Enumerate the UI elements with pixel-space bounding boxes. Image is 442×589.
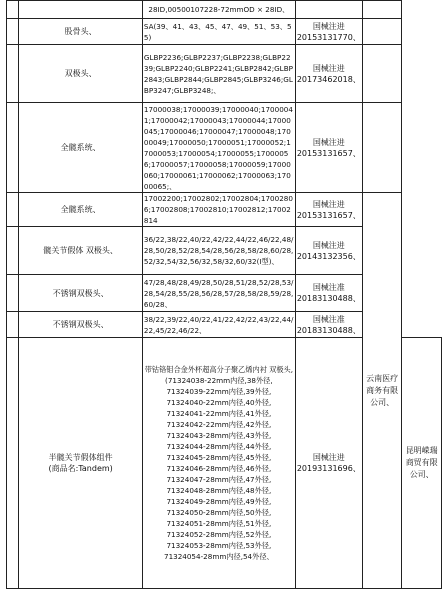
registration-number-cell: 国械注进 20153131770、 bbox=[295, 19, 362, 45]
product-name-cell: 股骨头、 bbox=[19, 19, 142, 45]
table-row bbox=[7, 45, 442, 103]
product-name-cell: 髋关节假体 双极头、 bbox=[19, 227, 142, 275]
registration-number-cell: 国械注进 20153131657、 bbox=[295, 193, 362, 227]
row-index-cell bbox=[7, 19, 19, 45]
row-index-cell bbox=[7, 275, 19, 312]
product-table bbox=[6, 0, 442, 589]
model-spec-cell: SA(39、41、43、45、47、49、51、53、55) bbox=[142, 19, 295, 45]
model-spec-cell: 36/22,38/22,40/22,42/22,44/22,46/22,48/28,50/28,52/28,54/28,56/28,58/28,60/28,52/32,54/32,56/32,58/32,60/32(I型)、 bbox=[142, 227, 295, 275]
model-spec-cell: 17000038;17000039;17000040;17000041;17000042;17000043;17000044;17000045;17000046;17000047;17000048;17000049;17000050;17000051;17000052;17000053;17000054;17000055;17000056;17000057;17000058;17000059;17000060;17000061;17000062;17000063;17000065;、 bbox=[142, 103, 295, 193]
company-cell-empty bbox=[362, 103, 402, 193]
row-index-cell bbox=[7, 312, 19, 338]
product-name-cell: 半髋关节假体组件 (商品名:Tandem) bbox=[19, 338, 142, 589]
product-name-cell: 不锈钢双极头、 bbox=[19, 312, 142, 338]
registration-number-cell bbox=[295, 1, 362, 19]
model-spec-cell: 47/28,48/28,49/28,50/28,51/28,52/28,53/28,54/28,55/28,56/28,57/28,58/28,59/28,60/28、 bbox=[142, 275, 295, 312]
row-index-cell bbox=[7, 338, 19, 589]
product-name-cell bbox=[19, 1, 142, 19]
row-index-cell bbox=[7, 103, 19, 193]
product-name-cell: 全髋系统、 bbox=[19, 103, 142, 193]
table-row bbox=[7, 103, 442, 193]
product-name-cell: 双极头、 bbox=[19, 45, 142, 103]
table-row bbox=[7, 1, 442, 19]
company-cell: 昆明嵘瑞商贸有限公司、 bbox=[402, 338, 442, 589]
company-cell-empty bbox=[362, 19, 402, 45]
row-index-cell bbox=[7, 1, 19, 19]
model-spec-cell: 带钴铬钼合金外杯超高分子聚乙烯内衬 双极头,(71324038-22mm内径,38外径, 71324039-22mm内径,39外径, 71324040-22mm内径,40外径, 71324041-22mm内径,41外径, 71324042-22mm内径,42外径, 71324043-28mm内径,43外径, 71324044-28mm内径,44外径, 71324045-28mm内径,45外径, 71324046-28mm内径,46外径, 71324047-28mm内径,47外径, 71324048-28mm内径,48外径, 71324049-28mm内径,49外径, 71324050-28mm内径,50外径, 71324051-28mm内径,51外径, 71324052-28mm内径,52外径, 71324053-28mm内径,53外径, 71324054-28mm内径,54外径、 bbox=[142, 338, 295, 589]
row-index-cell bbox=[7, 227, 19, 275]
table-row bbox=[7, 193, 442, 227]
product-name-cell: 不锈钢双极头、 bbox=[19, 275, 142, 312]
company-cell-empty bbox=[362, 45, 402, 103]
company-cell: 云南医疗商务有限公司、 bbox=[362, 193, 402, 589]
row-index-cell bbox=[7, 45, 19, 103]
registration-number-cell: 国械注进 20193131696、 bbox=[295, 338, 362, 589]
registration-number-cell: 国械注进 20143132356、 bbox=[295, 227, 362, 275]
registration-number-cell: 国械注进 20173462018、 bbox=[295, 45, 362, 103]
company-cell-empty bbox=[362, 1, 402, 19]
row-index-cell bbox=[7, 193, 19, 227]
table-row bbox=[7, 19, 442, 45]
model-spec-cell: 28ID,00500107228-72mmOD × 28ID、 bbox=[142, 1, 295, 19]
model-spec-cell: 17002200;17002802;17002804;17002806;17002808;17002810;17002812;17002814 bbox=[142, 193, 295, 227]
registration-number-cell: 国械注准 20183130488、 bbox=[295, 312, 362, 338]
model-spec-cell: 38/22,39/22,40/22,41/22,42/22,43/22,44/22,45/22,46/22、 bbox=[142, 312, 295, 338]
product-name-cell: 全髋系统、 bbox=[19, 193, 142, 227]
model-spec-cell: GLBP2236;GLBP2237;GLBP2238;GLBP2239;GLBP2240;GLBP2241;GLBP2842;GLBP2843;GLBP2844;GLBP2845;GLBP3246;GLBP3247;GLBP3248;、 bbox=[142, 45, 295, 103]
registration-number-cell: 国械注进 20153131657、 bbox=[295, 103, 362, 193]
registration-number-cell: 国械注准 20183130488、 bbox=[295, 275, 362, 312]
